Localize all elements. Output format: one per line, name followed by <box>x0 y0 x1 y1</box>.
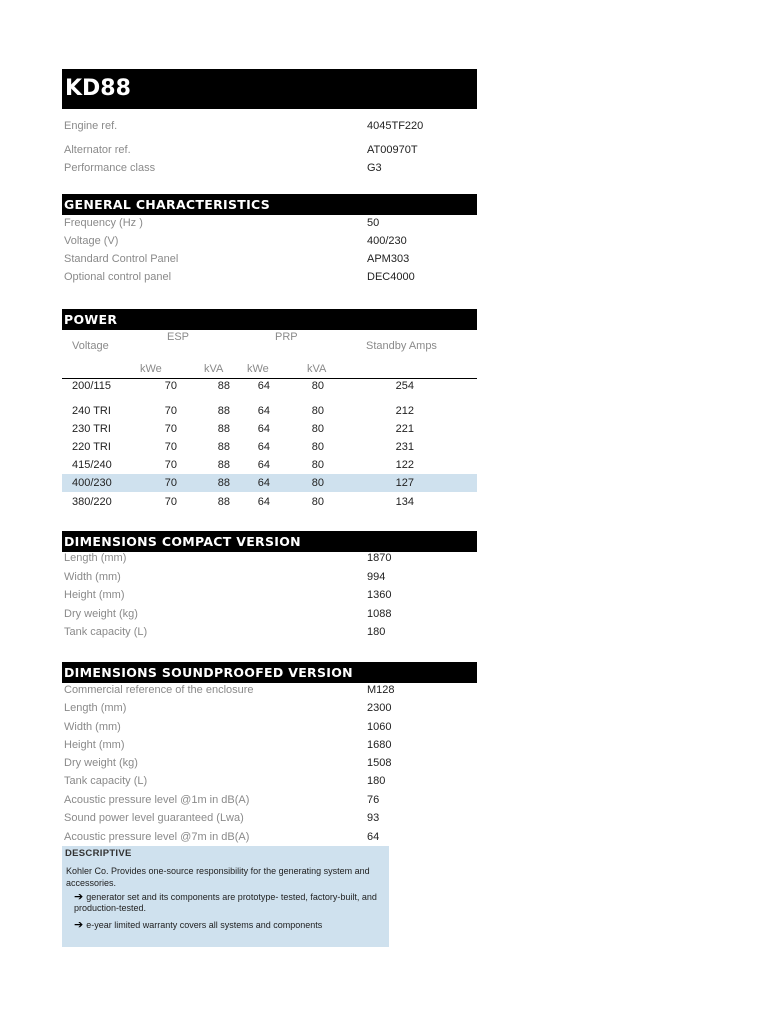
prp-kva-cell: 80 <box>311 496 324 508</box>
row-value: 2300 <box>367 702 392 714</box>
amps-cell: 221 <box>395 423 414 435</box>
descriptive-bullet <box>74 920 384 931</box>
row-value: G3 <box>367 162 382 174</box>
table-row <box>62 456 477 474</box>
row-value: M128 <box>367 684 395 696</box>
row-value: 4045TF220 <box>367 120 424 132</box>
prp-kva-cell: 80 <box>311 459 324 471</box>
general-characteristics-heading: GENERAL CHARACTERISTICS <box>62 194 477 215</box>
esp-kva-cell: 88 <box>217 405 230 417</box>
esp-kva-cell: 88 <box>217 459 230 471</box>
esp-kva-cell: 88 <box>217 441 230 453</box>
row-label: Frequency (Hz ) <box>64 217 143 229</box>
row-label: Width (mm) <box>64 571 121 583</box>
voltage-cell: 240 TRI <box>72 405 111 417</box>
engine-ref-row <box>62 120 477 136</box>
esp-kwe-cell: 70 <box>164 496 177 508</box>
general-row <box>62 253 477 269</box>
soundproofed-version-heading: DIMENSIONS SOUNDPROOFED VERSION <box>62 662 477 683</box>
row-value: AT00970T <box>367 144 418 156</box>
voltage-cell: 220 TRI <box>72 441 111 453</box>
descriptive-bullet <box>74 892 384 914</box>
row-label: Commercial reference of the enclosure <box>64 684 254 696</box>
compact-row <box>62 626 477 642</box>
general-row <box>62 271 477 287</box>
row-label: Dry weight (kg) <box>64 608 138 620</box>
row-label: Standard Control Panel <box>64 253 179 265</box>
esp-kwe-cell: 70 <box>164 477 177 489</box>
esp-kva-cell: 88 <box>217 380 230 392</box>
prp-kva-header: kVA <box>307 363 327 375</box>
prp-kva-cell: 80 <box>311 405 324 417</box>
row-label: Dry weight (kg) <box>64 757 138 769</box>
row-value: 1360 <box>367 589 392 601</box>
row-label: Length (mm) <box>64 552 127 564</box>
table-row <box>62 438 477 456</box>
standby-amps-header: Standby Amps <box>366 340 437 352</box>
amps-cell: 127 <box>395 477 414 489</box>
row-label: Length (mm) <box>64 702 127 714</box>
compact-row <box>62 552 477 568</box>
soundproofed-row <box>62 702 477 718</box>
voltage-cell: 200/115 <box>72 380 111 392</box>
row-label: Performance class <box>64 162 156 174</box>
compact-row <box>62 571 477 587</box>
row-label: Alternator ref. <box>64 144 131 156</box>
row-value: 93 <box>367 812 380 824</box>
row-value: 180 <box>367 626 386 638</box>
general-row <box>62 217 477 233</box>
table-row <box>62 493 477 511</box>
amps-cell: 231 <box>395 441 414 453</box>
prp-kwe-cell: 64 <box>257 405 270 417</box>
prp-kva-cell: 80 <box>311 441 324 453</box>
esp-kva-cell: 88 <box>217 423 230 435</box>
right-arrow-icon: ➔ <box>74 891 84 903</box>
voltage-header: Voltage <box>72 340 109 352</box>
row-label: Optional control panel <box>64 271 172 283</box>
performance-class-row <box>62 162 477 178</box>
compact-version-heading: DIMENSIONS COMPACT VERSION <box>62 531 477 552</box>
row-value: 1088 <box>367 608 392 620</box>
prp-kwe-cell: 64 <box>257 441 270 453</box>
soundproofed-row <box>62 684 477 700</box>
table-row <box>62 377 477 395</box>
voltage-cell: 415/240 <box>72 459 112 471</box>
esp-kwe-cell: 70 <box>164 459 177 471</box>
row-value: 180 <box>367 775 386 787</box>
amps-cell: 254 <box>395 380 414 392</box>
soundproofed-row <box>62 739 477 755</box>
row-label: Engine ref. <box>64 120 118 132</box>
amps-cell: 212 <box>395 405 414 417</box>
row-value: 1060 <box>367 721 392 733</box>
descriptive-heading: DESCRIPTIVE <box>65 848 132 859</box>
row-label: Voltage (V) <box>64 235 119 247</box>
prp-kwe-cell: 64 <box>257 459 270 471</box>
row-value: 76 <box>367 794 380 806</box>
soundproofed-row <box>62 757 477 773</box>
esp-header: ESP <box>167 331 190 343</box>
descriptive-intro: Kohler Co. Provides one-source responsibility for the generating system and accessories. <box>66 866 370 888</box>
esp-kva-header: kVA <box>204 363 224 375</box>
row-value: 1680 <box>367 739 392 751</box>
row-value: 50 <box>367 217 380 229</box>
prp-kva-cell: 80 <box>311 423 324 435</box>
soundproofed-row <box>62 721 477 737</box>
soundproofed-row <box>62 794 477 810</box>
prp-kwe-cell: 64 <box>257 380 270 392</box>
bullet-text: generator set and its components are prototype- tested, factory-built, and production-tested. <box>74 892 377 913</box>
table-row <box>62 402 477 420</box>
compact-row <box>62 608 477 624</box>
voltage-cell: 400/230 <box>72 477 112 489</box>
voltage-cell: 380/220 <box>72 496 112 508</box>
esp-kwe-header: kWe <box>140 363 162 375</box>
voltage-cell: 230 TRI <box>72 423 111 435</box>
compact-row <box>62 589 477 605</box>
row-label: Acoustic pressure level @7m in dB(A) <box>64 831 250 843</box>
power-heading: POWER <box>62 309 477 330</box>
row-label: Height (mm) <box>64 739 125 751</box>
amps-cell: 134 <box>395 496 414 508</box>
esp-kva-cell: 88 <box>217 496 230 508</box>
row-value: DEC4000 <box>367 271 415 283</box>
row-label: Acoustic pressure level @1m in dB(A) <box>64 794 250 806</box>
row-label: Tank capacity (L) <box>64 626 148 638</box>
table-row-highlighted <box>62 474 477 492</box>
right-arrow-icon: ➔ <box>74 919 84 931</box>
row-label: Sound power level guaranteed (Lwa) <box>64 812 244 824</box>
prp-kwe-header: kWe <box>247 363 269 375</box>
row-value: 1870 <box>367 552 392 564</box>
prp-kwe-cell: 64 <box>257 423 270 435</box>
prp-kva-cell: 80 <box>311 477 324 489</box>
prp-kva-cell: 80 <box>311 380 324 392</box>
row-value: 400/230 <box>367 235 407 247</box>
row-value: 1508 <box>367 757 392 769</box>
prp-header: PRP <box>275 331 298 343</box>
prp-kwe-cell: 64 <box>257 496 270 508</box>
esp-kwe-cell: 70 <box>164 441 177 453</box>
amps-cell: 122 <box>395 459 414 471</box>
esp-kwe-cell: 70 <box>164 423 177 435</box>
row-label: Tank capacity (L) <box>64 775 148 787</box>
prp-kwe-cell: 64 <box>257 477 270 489</box>
alternator-ref-row <box>62 144 477 160</box>
model-title: KD88 <box>62 69 477 109</box>
table-row <box>62 420 477 438</box>
row-value: 994 <box>367 571 386 583</box>
row-label: Width (mm) <box>64 721 121 733</box>
esp-kwe-cell: 70 <box>164 405 177 417</box>
row-label: Height (mm) <box>64 589 125 601</box>
soundproofed-row <box>62 831 477 847</box>
row-value: 64 <box>367 831 380 843</box>
row-value: APM303 <box>367 253 410 265</box>
general-row <box>62 235 477 251</box>
soundproofed-row <box>62 812 477 828</box>
esp-kwe-cell: 70 <box>164 380 177 392</box>
descriptive-box <box>62 846 389 947</box>
bullet-text: e-year limited warranty covers all systems and components <box>86 920 323 930</box>
esp-kva-cell: 88 <box>217 477 230 489</box>
soundproofed-row <box>62 775 477 791</box>
